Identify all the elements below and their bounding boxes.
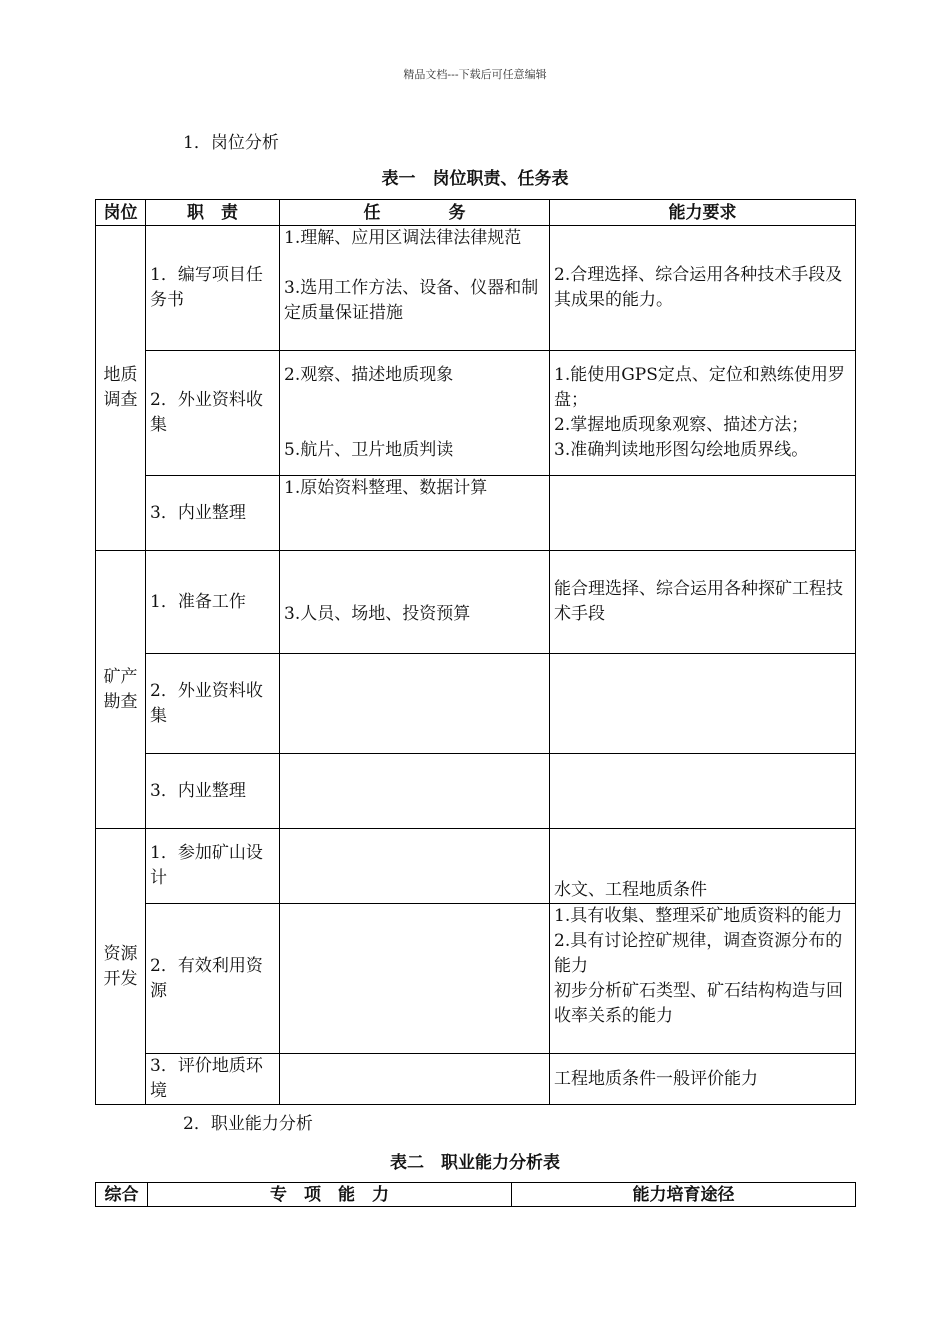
duty-cell: 2．外业资料收集 — [146, 654, 280, 754]
duty-cell: 1．编写项目任务书 — [146, 226, 280, 351]
ability-cell — [550, 829, 856, 904]
ability-cell — [550, 754, 856, 829]
post-cell: 资源开发 — [96, 829, 146, 1105]
table-row — [96, 226, 856, 351]
ability-line: 2.合理选择、综合运用各种技术手段及其成果的能力。 — [554, 265, 843, 310]
task-cell — [280, 351, 550, 476]
task-cell — [280, 829, 550, 904]
ability-line: 能合理选择、综合运用各种探矿工程技术手段 — [554, 579, 843, 624]
table-row — [96, 829, 856, 904]
table2-header-overall: 综合 — [96, 1183, 148, 1207]
task-line: 1.理解、应用区调法律法律规范 — [284, 228, 522, 248]
post-cell: 地质调查 — [96, 226, 146, 551]
ability-cell — [550, 551, 856, 654]
ability-cell — [550, 476, 856, 551]
duty-cell: 2．有效利用资源 — [146, 904, 280, 1054]
ability-line: 1.能使用GPS定点、定位和熟练使用罗盘； — [554, 365, 845, 410]
table1-header-duty: 职 责 — [146, 200, 280, 226]
table1-caption: 表一 岗位职责、任务表 — [381, 169, 569, 189]
table-row — [96, 1054, 856, 1105]
ability-cell — [550, 351, 856, 476]
ability-cell — [550, 904, 856, 1054]
table2-caption: 表二 职业能力分析表 — [390, 1153, 560, 1173]
task-cell — [280, 476, 550, 551]
task-cell — [280, 904, 550, 1054]
task-line: 1.原始资料整理、数据计算 — [284, 478, 488, 498]
duty-cell: 3．内业整理 — [146, 754, 280, 829]
table1 — [95, 199, 856, 1105]
ability-line: 2.掌握地质现象观察、描述方法； — [554, 415, 809, 435]
table-row — [96, 654, 856, 754]
task-line: 3.人员、场地、投资预算 — [284, 604, 471, 624]
task-line: 2.观察、描述地质现象 — [284, 365, 454, 385]
task-line: 5.航片、卫片地质判读 — [284, 440, 454, 460]
ability-line: 1.具有收集、整理采矿地质资料的能力 — [554, 906, 843, 926]
table-row — [96, 476, 856, 551]
ability-cell — [550, 654, 856, 754]
duty-cell: 3．评价地质环境 — [146, 1054, 280, 1105]
section-heading-2: 2．职业能力分析 — [183, 1114, 313, 1134]
table1-header-post: 岗位 — [96, 200, 146, 226]
task-line: 3.选用工作方法、设备、仪器和制定质量保证措施 — [284, 278, 539, 323]
ability-cell — [550, 226, 856, 351]
task-cell — [280, 226, 550, 351]
task-cell — [280, 654, 550, 754]
task-cell — [280, 754, 550, 829]
ability-line: 2.具有讨论控矿规律，调查资源分布的能力 — [554, 931, 843, 976]
table-row — [96, 754, 856, 829]
table1-header-ability: 能力要求 — [550, 200, 856, 226]
ability-line: 水文、工程地质条件 — [554, 880, 707, 900]
table-row — [96, 351, 856, 476]
table1-header-row — [96, 200, 856, 226]
ability-cell — [550, 1054, 856, 1105]
duty-cell: 1．准备工作 — [146, 551, 280, 654]
table2-header-row — [96, 1183, 856, 1207]
table2-header-specific: 专 项 能 力 — [148, 1183, 512, 1207]
ability-line: 3.准确判读地形图勾绘地质界线。 — [554, 440, 809, 460]
duty-cell: 3．内业整理 — [146, 476, 280, 551]
task-cell — [280, 551, 550, 654]
ability-line: 初步分析矿石类型、矿石结构构造与回收率关系的能力 — [554, 981, 843, 1026]
table2-header-path: 能力培育途径 — [512, 1183, 856, 1207]
table1-header-task: 任 务 — [280, 200, 550, 226]
task-cell — [280, 1054, 550, 1105]
section-heading-1: 1．岗位分析 — [183, 133, 279, 153]
post-cell: 矿产勘查 — [96, 551, 146, 829]
table-row — [96, 904, 856, 1054]
duty-cell: 2．外业资料收集 — [146, 351, 280, 476]
duty-cell: 1．参加矿山设计 — [146, 829, 280, 904]
table2 — [95, 1182, 856, 1207]
table-row — [96, 551, 856, 654]
ability-line: 工程地质条件一般评价能力 — [554, 1068, 758, 1089]
page-header: 精品文档---下载后可任意编辑 — [403, 68, 547, 81]
